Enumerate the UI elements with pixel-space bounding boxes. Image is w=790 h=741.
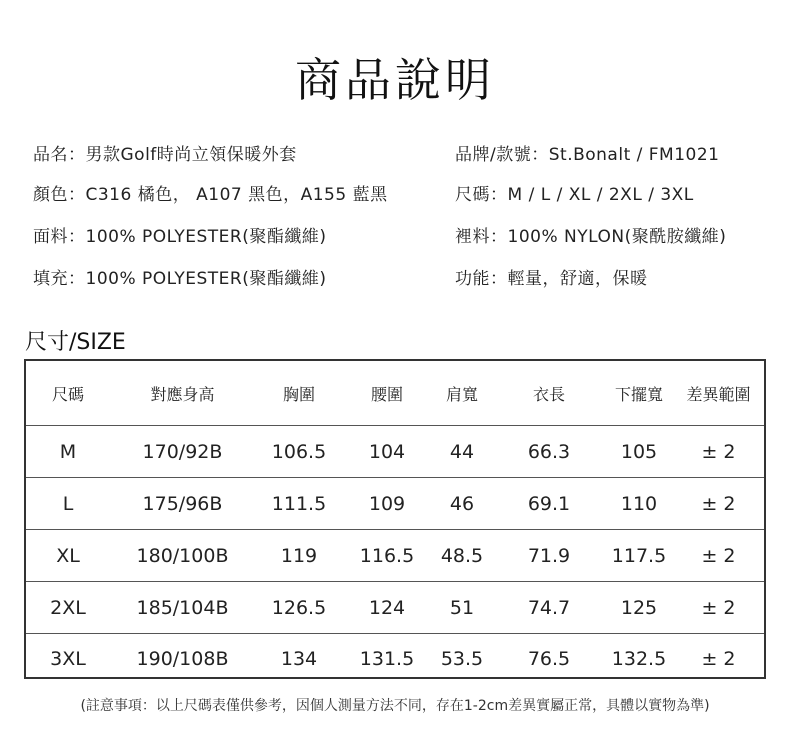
table-cell: 53.5 <box>440 647 484 670</box>
table-header-cell: 對應身高 <box>150 384 215 404</box>
spec-value: 男款Golf時尚立領保暖外套 <box>85 145 297 165</box>
size-table <box>24 359 766 679</box>
spec-brand-model <box>455 140 719 165</box>
table-cell: ± 2 <box>701 647 736 670</box>
table-cell: 132.5 <box>611 647 667 670</box>
table-header-cell: 下擺寬 <box>614 384 663 404</box>
spec-product-name <box>33 140 297 165</box>
spec-value: M / L / XL / 2XL / 3XL <box>507 185 694 205</box>
table-cell: XL <box>56 544 80 567</box>
table-cell: L <box>62 492 74 515</box>
spec-value: 100% POLYESTER(聚酯纖維) <box>85 269 327 289</box>
spec-lining <box>455 222 726 247</box>
table-cell: M <box>59 440 77 463</box>
table-cell: 74.7 <box>527 596 571 619</box>
table-header-cell: 差異範圍 <box>686 384 751 404</box>
spec-label: 裡料 ： <box>455 227 508 247</box>
table-header-cell: 肩寬 <box>445 384 478 404</box>
table-cell: 131.5 <box>359 647 415 670</box>
table-header-cell: 尺碼 <box>51 384 84 404</box>
table-header-cell: 胸圍 <box>282 384 315 404</box>
table-cell: 76.5 <box>527 647 571 670</box>
spec-function <box>455 264 648 289</box>
table-cell: 180/100B <box>136 544 229 567</box>
table-cell: 3XL <box>50 647 86 670</box>
table-row <box>26 530 764 582</box>
table-header-cell: 腰圍 <box>370 384 403 404</box>
table-cell: 66.3 <box>527 440 571 463</box>
size-note: (註意事項：以上尺碼表僅供參考，因個人測量方法不同，存在1-2cm差異實屬正常，具體以實物為準) <box>80 698 710 714</box>
table-cell: 126.5 <box>271 596 327 619</box>
spec-value: 100% NYLON(聚酰胺纖維) <box>507 227 727 247</box>
spec-label: 填充 ： <box>33 269 86 289</box>
spec-label: 品名 ： <box>33 145 86 165</box>
table-row <box>26 426 764 478</box>
spec-filling <box>33 264 326 289</box>
size-heading: 尺寸/SIZE <box>25 330 126 355</box>
table-cell: 106.5 <box>271 440 327 463</box>
table-cell: 190/108B <box>136 647 229 670</box>
table-row <box>26 478 764 530</box>
table-header-cell: 衣長 <box>532 384 565 404</box>
table-cell: 109 <box>368 492 406 515</box>
spec-label: 品牌/款號 ： <box>455 145 549 165</box>
page-title: 商品說明 <box>295 53 495 107</box>
table-cell: ± 2 <box>701 440 736 463</box>
spec-label: 面料 ： <box>33 227 86 247</box>
spec-label: 尺碼 ： <box>455 185 508 205</box>
spec-label: 功能 ： <box>455 269 508 289</box>
table-cell: 104 <box>368 440 406 463</box>
table-header-row <box>26 361 764 426</box>
table-cell: 185/104B <box>136 596 229 619</box>
table-cell: 105 <box>620 440 658 463</box>
table-cell: 170/92B <box>142 440 223 463</box>
table-cell: 44 <box>449 440 475 463</box>
table-row <box>26 582 764 634</box>
table-cell: 2XL <box>50 596 86 619</box>
table-cell: 125 <box>620 596 658 619</box>
table-cell: 116.5 <box>359 544 415 567</box>
table-cell: 69.1 <box>527 492 571 515</box>
table-cell: 51 <box>449 596 475 619</box>
spec-sizes <box>455 180 694 205</box>
spec-value: C316 橘色， A107 黑色，A155 藍黑 <box>85 185 388 205</box>
table-cell: ± 2 <box>701 544 736 567</box>
table-cell: 175/96B <box>142 492 223 515</box>
table-cell: ± 2 <box>701 492 736 515</box>
spec-fabric <box>33 222 326 247</box>
spec-value: 100% POLYESTER(聚酯纖維) <box>85 227 327 247</box>
table-cell: 124 <box>368 596 406 619</box>
table-cell: 46 <box>449 492 475 515</box>
table-row <box>26 634 764 683</box>
table-cell: 71.9 <box>527 544 571 567</box>
spec-label: 顏色 ： <box>33 185 86 205</box>
table-cell: 110 <box>620 492 658 515</box>
table-cell: 134 <box>280 647 318 670</box>
table-cell: 117.5 <box>611 544 667 567</box>
spec-value: 輕量，舒適，保暖 <box>507 269 648 289</box>
spec-value: St.Bonalt / FM1021 <box>548 145 720 165</box>
spec-color <box>33 180 388 205</box>
table-cell: 111.5 <box>271 492 327 515</box>
table-cell: 48.5 <box>440 544 484 567</box>
table-cell: 119 <box>280 544 318 567</box>
table-cell: ± 2 <box>701 596 736 619</box>
